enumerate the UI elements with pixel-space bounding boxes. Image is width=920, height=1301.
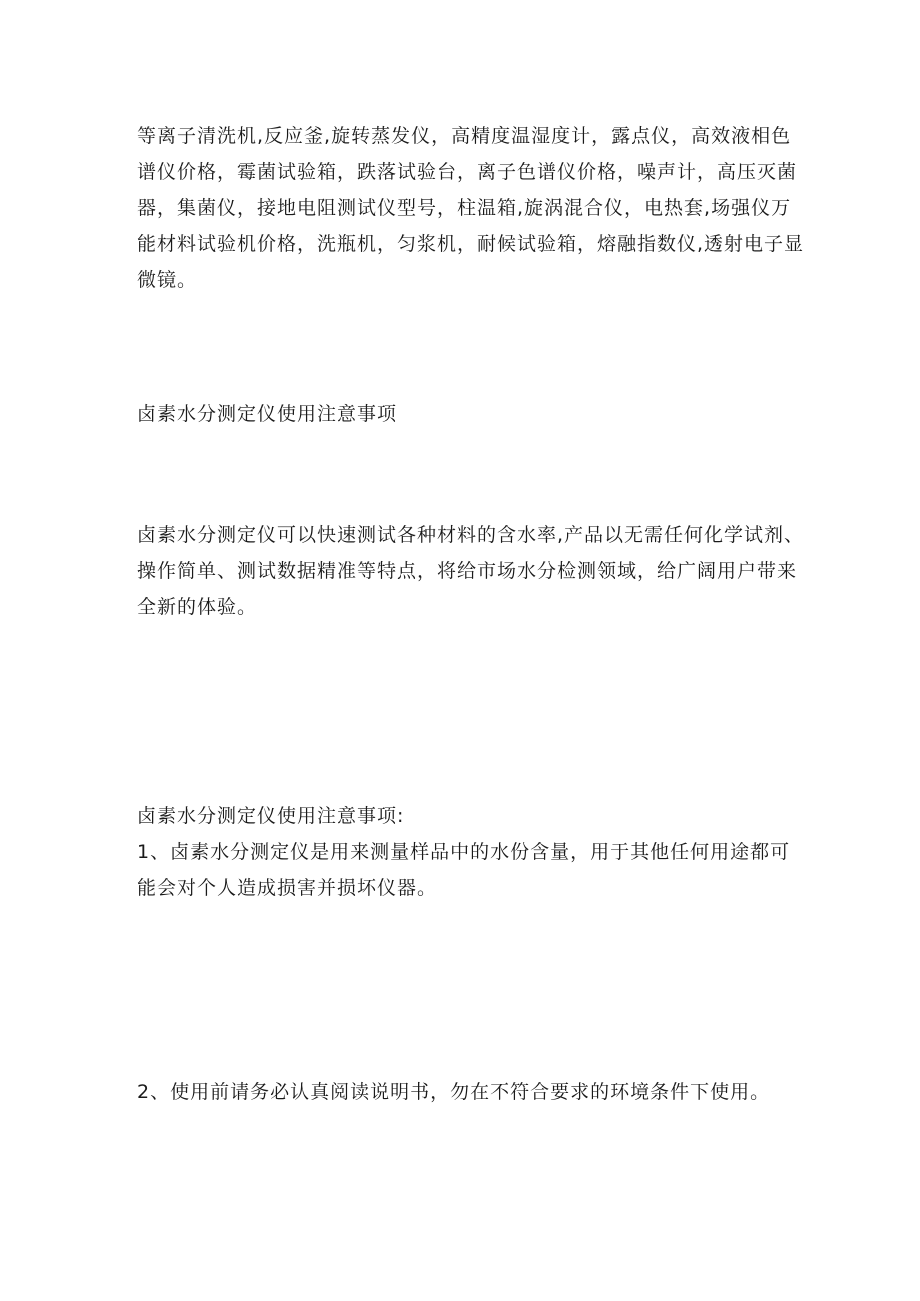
precaution-item-1: 1、卤素水分测定仪是用来测量样品中的水份含量，用于其他任何用途都可能会对个人造成损害并损坏仪器。 bbox=[137, 841, 791, 899]
section-heading: 卤素水分测定仪使用注意事项 bbox=[137, 403, 398, 425]
instrument-list-paragraph: 等离子清洗机,反应釜,旋转蒸发仪，高精度温湿度计，露点仪，高效液相色谱仪价格，霉菌试验箱，跌落试验台，离子色谱仪价格，噪声计，高压灭菌器，集菌仪，接地电阻测试仪型号，柱温箱,旋涡混合仪，电热套,场强仪万能材料试验机价格，洗瓶机，匀浆机，耐候试验箱，熔融指数仪,透射电子显微镜。 bbox=[137, 125, 805, 291]
intro-paragraph: 卤素水分测定仪可以快速测试各种材料的含水率,产品以无需任何化学试剂、操作简单、测试数据精准等特点，将给市场水分检测领域，给广阔用户带来全新的体验。 bbox=[137, 524, 805, 618]
precautions-heading: 卤素水分测定仪使用注意事项: bbox=[137, 805, 405, 827]
precaution-item-2: 2、使用前请务必认真阅读说明书，勿在不符合要求的环境条件下使用。 bbox=[137, 1081, 771, 1103]
